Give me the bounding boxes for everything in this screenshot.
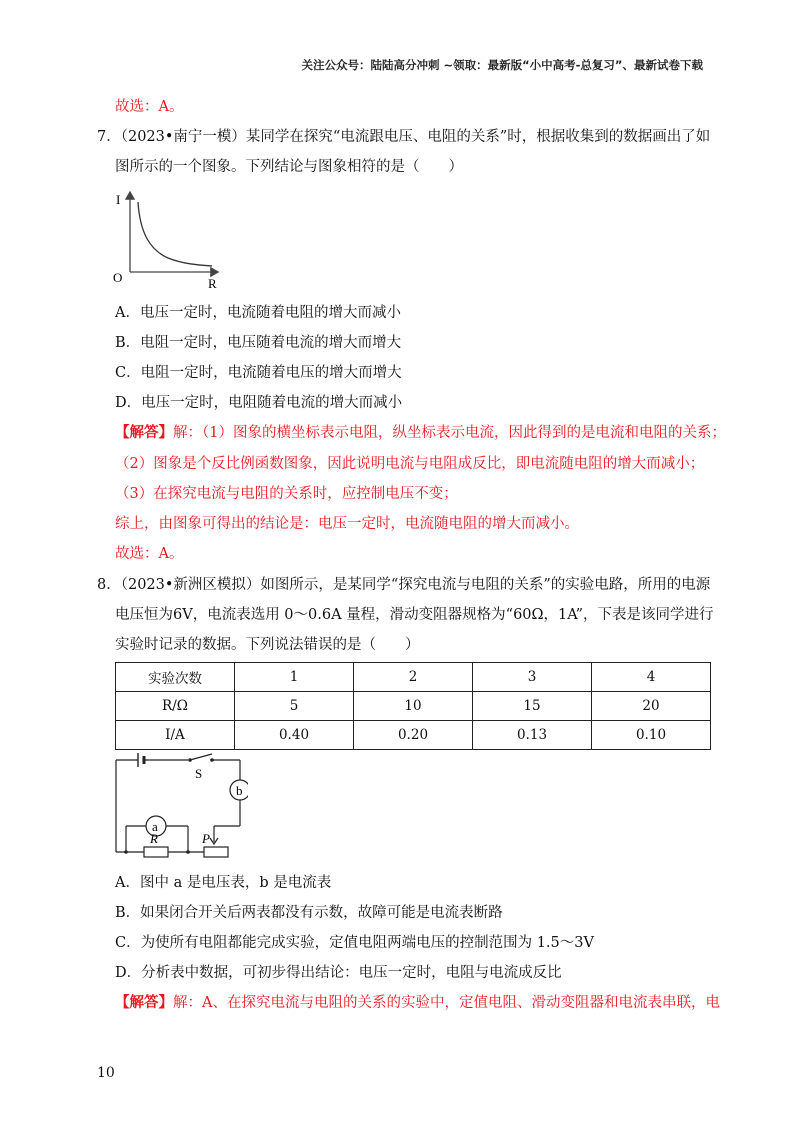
table-cell: 1 xyxy=(235,663,354,692)
q7-option-d: D．电压一定时，电阻随着电流的增大而减小 xyxy=(115,395,403,411)
slider-label: P xyxy=(202,831,210,846)
table-cell: 0.13 xyxy=(473,721,592,750)
q7-analysis-text1: 解：（1）图象的横坐标表示电阻，纵坐标表示电流，因此得到的是电流和电阻的关系； xyxy=(173,425,726,441)
analysis-tag: 【解答】 xyxy=(115,424,173,441)
previous-answer: 故选：A。 xyxy=(115,99,184,115)
q7-option-a: A．电压一定时，电流随着电阻的增大而减小 xyxy=(115,305,401,321)
analysis-tag: 【解答】 xyxy=(115,994,173,1011)
table-cell: 0.40 xyxy=(235,721,354,750)
table-cell: 实验次数 xyxy=(116,663,235,692)
table-cell: 0.10 xyxy=(592,721,711,750)
switch xyxy=(190,754,212,760)
inverse-curve xyxy=(138,202,212,266)
q7-answer: 故选：A。 xyxy=(115,546,184,562)
q7-option-c: C．电阻一定时，电流随着电压的增大而增大 xyxy=(115,365,402,381)
q7-inverse-graph xyxy=(108,188,228,290)
table-cell: 15 xyxy=(473,692,592,721)
table-row xyxy=(116,721,711,750)
table-cell: 0.20 xyxy=(354,721,473,750)
q8-analysis-text1: 解：A、在探究电流与电阻的关系的实验中，定值电阻、滑动变阻器和电流表串联，电 xyxy=(173,995,720,1011)
q8-data-table xyxy=(115,662,711,750)
table-cell: R/Ω xyxy=(116,692,235,721)
page-header: 关注公众号：陆陆高分冲刺 ~领取：最新版“小中高考-总复习”、最新试卷下载 xyxy=(301,58,703,72)
q8-option-c: C．为使所有电阻都能完成实验，定值电阻两端电压的控制范围为 1.5～3V xyxy=(115,935,594,951)
q7-analysis-line4: 综上，由图象可得出的结论是：电压一定时，电流随电阻的增大而减小。 xyxy=(115,516,579,532)
resistor xyxy=(144,847,168,857)
q7-stem-line2: 图所示的一个图象。下列结论与图象相符的是（ ） xyxy=(115,159,463,175)
table-cell: 3 xyxy=(473,663,592,692)
origin-label: O xyxy=(113,270,123,285)
table-cell: 20 xyxy=(592,692,711,721)
q7-stem-line1: 7．（2023•南宁一模）某同学在探究“电流跟电压、电阻的关系”时，根据收集到的数据画出了如 xyxy=(97,129,711,145)
q8-option-b: B．如果闭合开关后两表都没有示数，故障可能是电流表断路 xyxy=(115,905,503,921)
q8-circuit-diagram xyxy=(108,752,248,862)
q7-option-b: B．电阻一定时，电压随着电流的增大而增大 xyxy=(115,335,402,351)
q8-stem-line1: 8．（2023•新洲区模拟）如图所示，是某同学“探究电流与电阻的关系”的实验电路，所用的电源 xyxy=(97,577,711,593)
switch-label: S xyxy=(195,766,203,781)
q8-option-d: D．分析表中数据，可初步得出结论：电压一定时，电阻与电流成反比 xyxy=(115,965,562,981)
table-cell: 5 xyxy=(235,692,354,721)
table-row xyxy=(116,692,711,721)
meter-a-label: a xyxy=(152,819,158,834)
table-cell: 10 xyxy=(354,692,473,721)
table-cell: I/A xyxy=(116,721,235,750)
resistor-label: R xyxy=(150,831,158,846)
q7-analysis-line3: （3）在探究电流与电阻的关系时，应控制电压不变； xyxy=(115,486,458,502)
q7-analysis-line1 xyxy=(115,423,726,443)
q8-option-a: A．图中 a 是电压表，b 是电流表 xyxy=(115,875,332,891)
q7-analysis-line2: （2）图象是个反比例函数图象，因此说明电流与电阻成反比，即电流随电阻的增大而减小； xyxy=(115,456,705,472)
x-axis-label: R xyxy=(208,276,217,290)
table-cell: 2 xyxy=(354,663,473,692)
table-row xyxy=(116,663,711,692)
q8-stem-line2: 电压恒为6V，电流表选用 0～0.6A 量程，滑动变阻器规格为“60Ω，1A”，下表是该同学进行 xyxy=(115,607,714,623)
q8-analysis-line1 xyxy=(115,993,720,1013)
q8-stem-line3: 实验时记录的数据。下列说法错误的是（ ） xyxy=(115,637,420,653)
page-number: 10 xyxy=(97,1065,115,1081)
meter-b-label: b xyxy=(236,783,243,798)
rheostat xyxy=(204,847,228,857)
table-cell: 4 xyxy=(592,663,711,692)
y-axis-label: I xyxy=(116,192,121,207)
